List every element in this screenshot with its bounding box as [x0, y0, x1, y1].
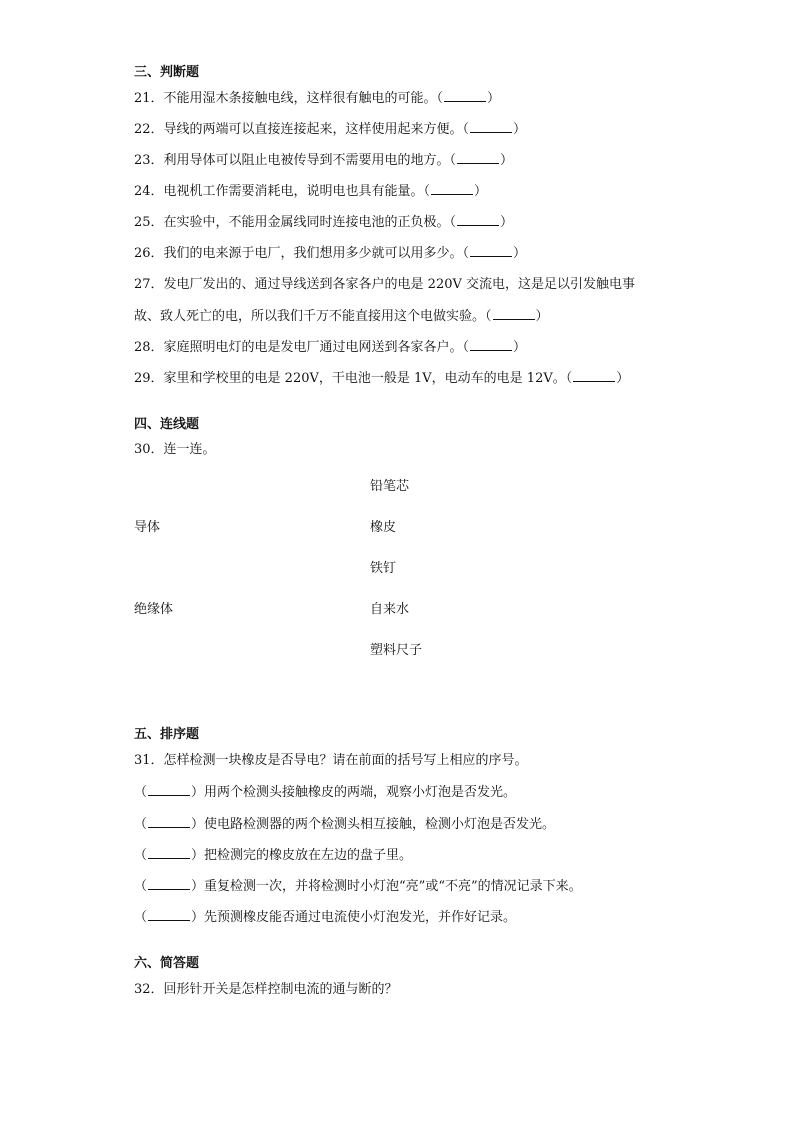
order-blank[interactable]: [148, 879, 190, 890]
q29: 29．家里和学校里的电是 220V，干电池一般是 1V，电动车的电是 12V。（ ）: [134, 371, 630, 386]
answer-blank[interactable]: [444, 91, 486, 102]
q21: 21．不能用湿木条接触电线，这样很有触电的可能。（ ）: [134, 91, 501, 106]
answer-blank[interactable]: [457, 215, 499, 226]
q26: 26．我们的电来源于电厂，我们想用多少就可以用多少。（ ）: [134, 246, 527, 261]
answer-blank[interactable]: [470, 340, 512, 351]
order-blank[interactable]: [148, 817, 190, 828]
q28: 28．家庭照明电灯的电是发电厂通过电网送到各家各户。（ ）: [134, 340, 527, 355]
step-2: （ ）使电路检测器的两个检测头相互接触，检测小灯泡是否发光。: [134, 817, 556, 832]
left-item-conductor[interactable]: 导体: [134, 520, 161, 535]
right-item-iron-nail[interactable]: 铁钉: [370, 561, 397, 576]
q32: 32．回形针开关是怎样控制电流的通与断的？: [134, 982, 398, 997]
q27-line1: 27．发电厂发出的、通过导线送到各家各户的电是 220V 交流电，这是足以引发触电事: [134, 277, 636, 292]
section4-title: 四、连线题: [134, 417, 200, 432]
q24: 24．电视机工作需要消耗电，说明电也具有能量。（ ）: [134, 184, 488, 199]
order-blank[interactable]: [148, 785, 190, 796]
step-5: （ ）先预测橡皮能否通过电流使小灯泡发光，并作好记录。: [134, 910, 517, 925]
q25: 25．在实验中，不能用金属线同时连接电池的正负极。（ ）: [134, 215, 514, 230]
step-3: （ ）把检测完的橡皮放在左边的盘子里。: [134, 848, 413, 863]
order-blank[interactable]: [148, 848, 190, 859]
answer-blank[interactable]: [470, 122, 512, 133]
section6-title: 六、简答题: [134, 956, 200, 971]
order-blank[interactable]: [148, 910, 190, 921]
q30: 30．连一连。: [134, 442, 216, 457]
left-item-insulator[interactable]: 绝缘体: [134, 602, 174, 617]
q27-line2: 故、致人死亡的电，所以我们千万不能直接用这个电做实验。（ ）: [134, 309, 549, 324]
section3-title: 三、判断题: [134, 65, 200, 80]
section5-title: 五、排序题: [134, 727, 200, 742]
answer-blank[interactable]: [470, 246, 512, 257]
step-1: （ ）用两个检测头接触橡皮的两端，观察小灯泡是否发光。: [134, 785, 517, 800]
answer-blank[interactable]: [457, 153, 499, 164]
right-item-pencil-lead[interactable]: 铅笔芯: [370, 479, 410, 494]
answer-blank[interactable]: [431, 184, 473, 195]
right-item-plastic-ruler[interactable]: 塑料尺子: [370, 643, 423, 658]
q23: 23．利用导体可以阻止电被传导到不需要用电的地方。（ ）: [134, 153, 514, 168]
answer-blank[interactable]: [573, 371, 615, 382]
right-item-eraser[interactable]: 橡皮: [370, 520, 397, 535]
q22: 22．导线的两端可以直接连接起来，这样使用起来方便。（ ）: [134, 122, 527, 137]
q31: 31．怎样检测一块橡皮是否导电？请在前面的括号写上相应的序号。: [134, 753, 528, 768]
answer-blank[interactable]: [493, 309, 535, 320]
step-4: （ ）重复检测一次，并将检测时小灯泡“亮”或“不亮”的情况记录下来。: [134, 879, 582, 894]
right-item-tap-water[interactable]: 自来水: [370, 602, 410, 617]
